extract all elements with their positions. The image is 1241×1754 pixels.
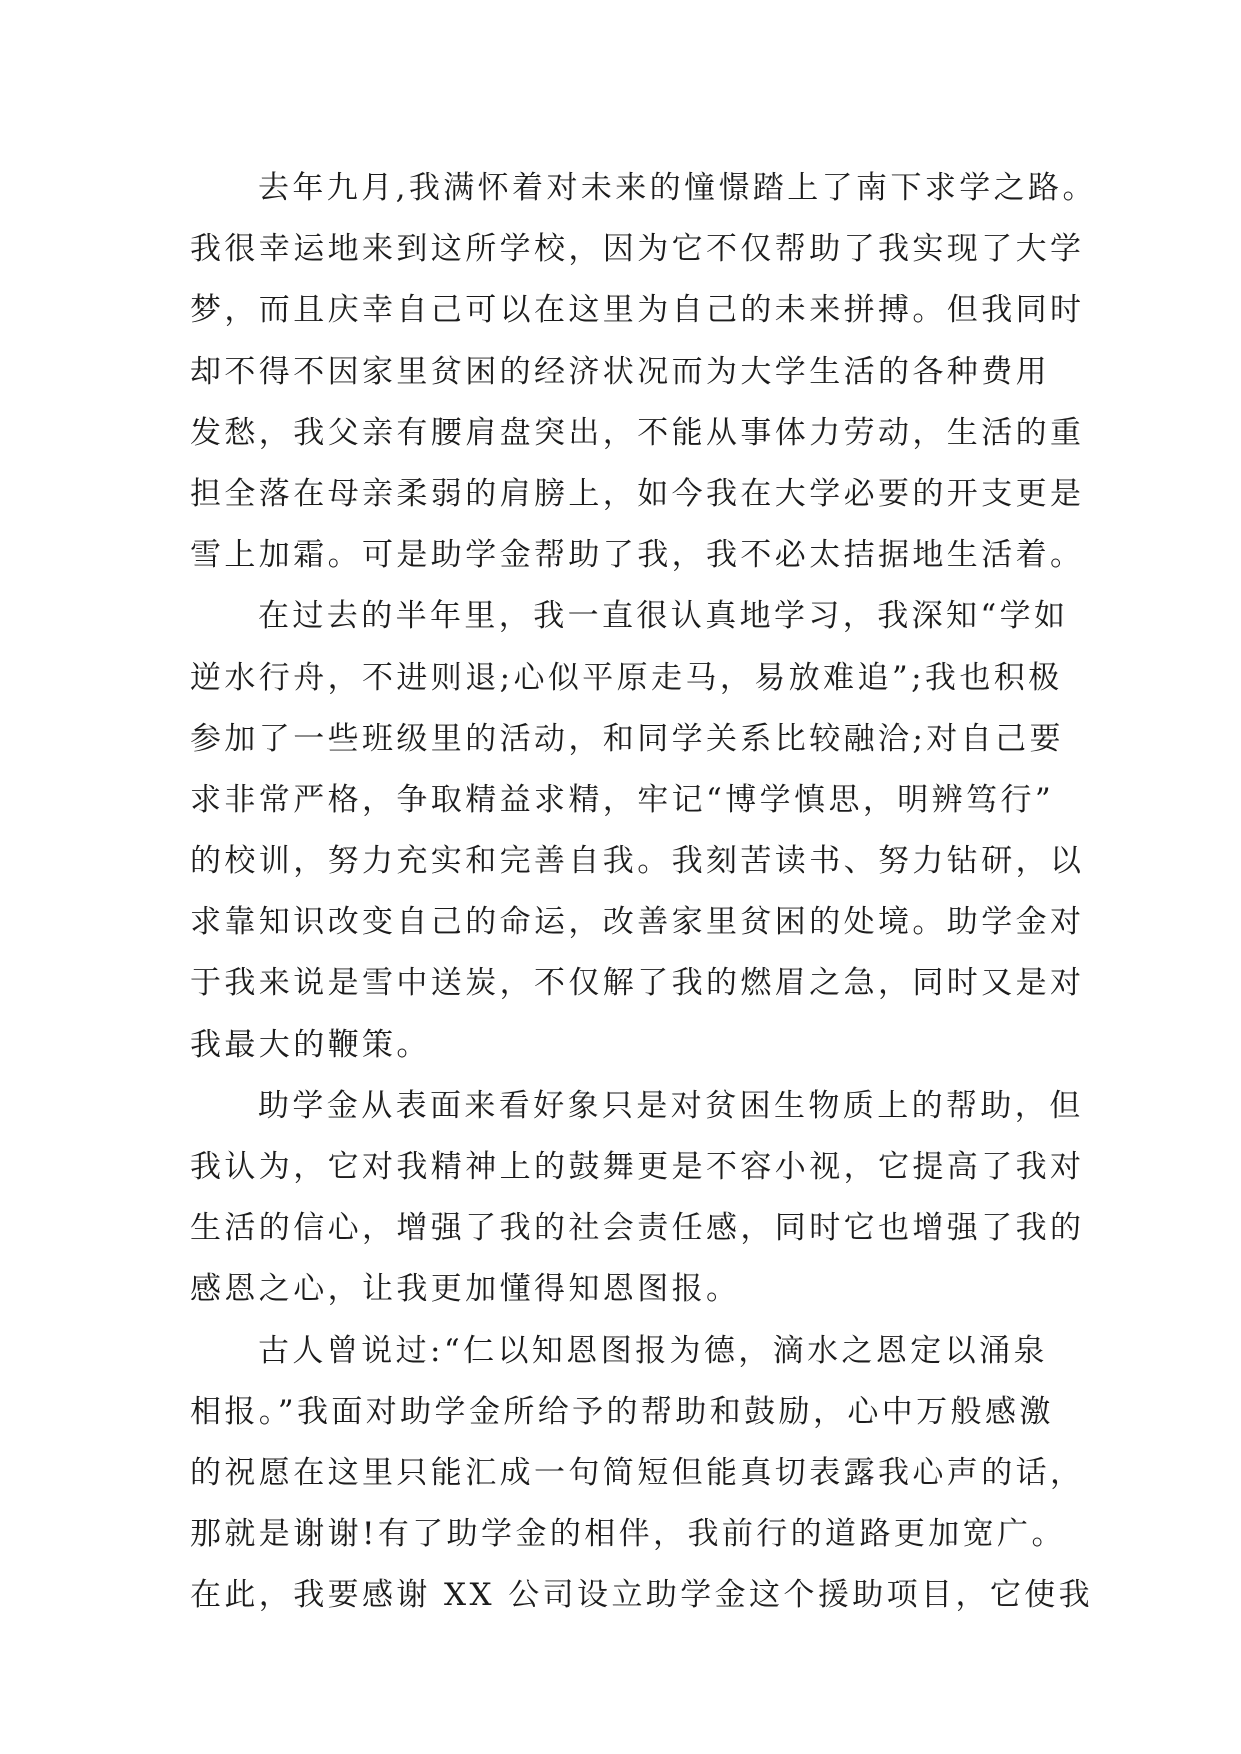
paragraph-2-line-3: 参加了一些班级里的活动，和同学关系比较融洽;对自己要: [190, 720, 1064, 757]
paragraph-2-line-7: 于我来说是雪中送炭，不仅解了我的燃眉之急，同时又是对: [190, 965, 1085, 1002]
paragraph-1-line-5: 发愁，我父亲有腰肩盘突出，不能从事体力劳动，生活的重: [190, 414, 1085, 451]
paragraph-4-line-2: 相报。”我面对助学金所给予的帮助和鼓励，心中万般感激: [190, 1393, 1054, 1430]
paragraph-2-line-4: 求非常严格，争取精益求精，牢记“博学慎思，明辨笃行”: [190, 781, 1055, 818]
paragraph-1-line-4: 却不得不因家里贫困的经济状况而为大学生活的各种费用: [190, 353, 1050, 390]
paragraph-3-line-2: 我认为，它对我精神上的鼓舞更是不容小视，它提高了我对: [190, 1149, 1085, 1185]
paragraph-4-line-3: 的祝愿在这里只能汇成一句简短但能真切表露我心声的话，: [190, 1454, 1085, 1491]
paragraph-2-line-5: 的校训，努力充实和完善自我。我刻苦读书、努力钻研，以: [190, 843, 1085, 880]
paragraph-1-line-7: 雪上加霜。可是助学金帮助了我，我不必太拮据地生活着。: [190, 537, 1085, 574]
paragraph-1-line-6: 担全落在母亲柔弱的肩膀上，如今我在大学必要的开支更是: [190, 475, 1085, 512]
paragraph-1-line-2: 我很幸运地来到这所学校，因为它不仅帮助了我实现了大学: [190, 231, 1085, 268]
paragraph-2-line-8: 我最大的鞭策。: [190, 1026, 431, 1063]
paragraph-2-line-1: 在过去的半年里，我一直很认真地学习，我深知“学如: [258, 598, 1069, 635]
paragraph-2-line-6: 求靠知识改变自己的命运，改善家里贫困的处境。助学金对: [190, 904, 1085, 941]
paragraph-4-line-1: 古人曾说过:“仁以知恩图报为德，滴水之恩定以涌泉: [258, 1332, 1048, 1369]
paragraph-4-line-5: 在此，我要感谢 XX 公司设立助学金这个援助项目，它使我: [190, 1577, 1094, 1614]
paragraph-1-line-1: 去年九月,我满怀着对未来的憧憬踏上了南下求学之路。: [258, 170, 1097, 206]
paragraph-4-line-4: 那就是谢谢!有了助学金的相伴，我前行的道路更加宽广。: [190, 1516, 1066, 1553]
paragraph-3-line-3: 生活的信心，增强了我的社会责任感，同时它也增强了我的: [190, 1210, 1085, 1247]
paragraph-3-line-4: 感恩之心，让我更加懂得知恩图报。: [190, 1271, 741, 1308]
document-body: [190, 158, 1097, 1627]
paragraph-2-line-2: 逆水行舟，不进则退;心似平原走马，易放难追”;我也积极: [190, 659, 1063, 696]
paragraph-3-line-1: 助学金从表面来看好象只是对贫困生物质上的帮助，但: [258, 1087, 1084, 1124]
paragraph-1-line-3: 梦，而且庆幸自己可以在这里为自己的未来拼搏。但我同时: [190, 292, 1085, 329]
